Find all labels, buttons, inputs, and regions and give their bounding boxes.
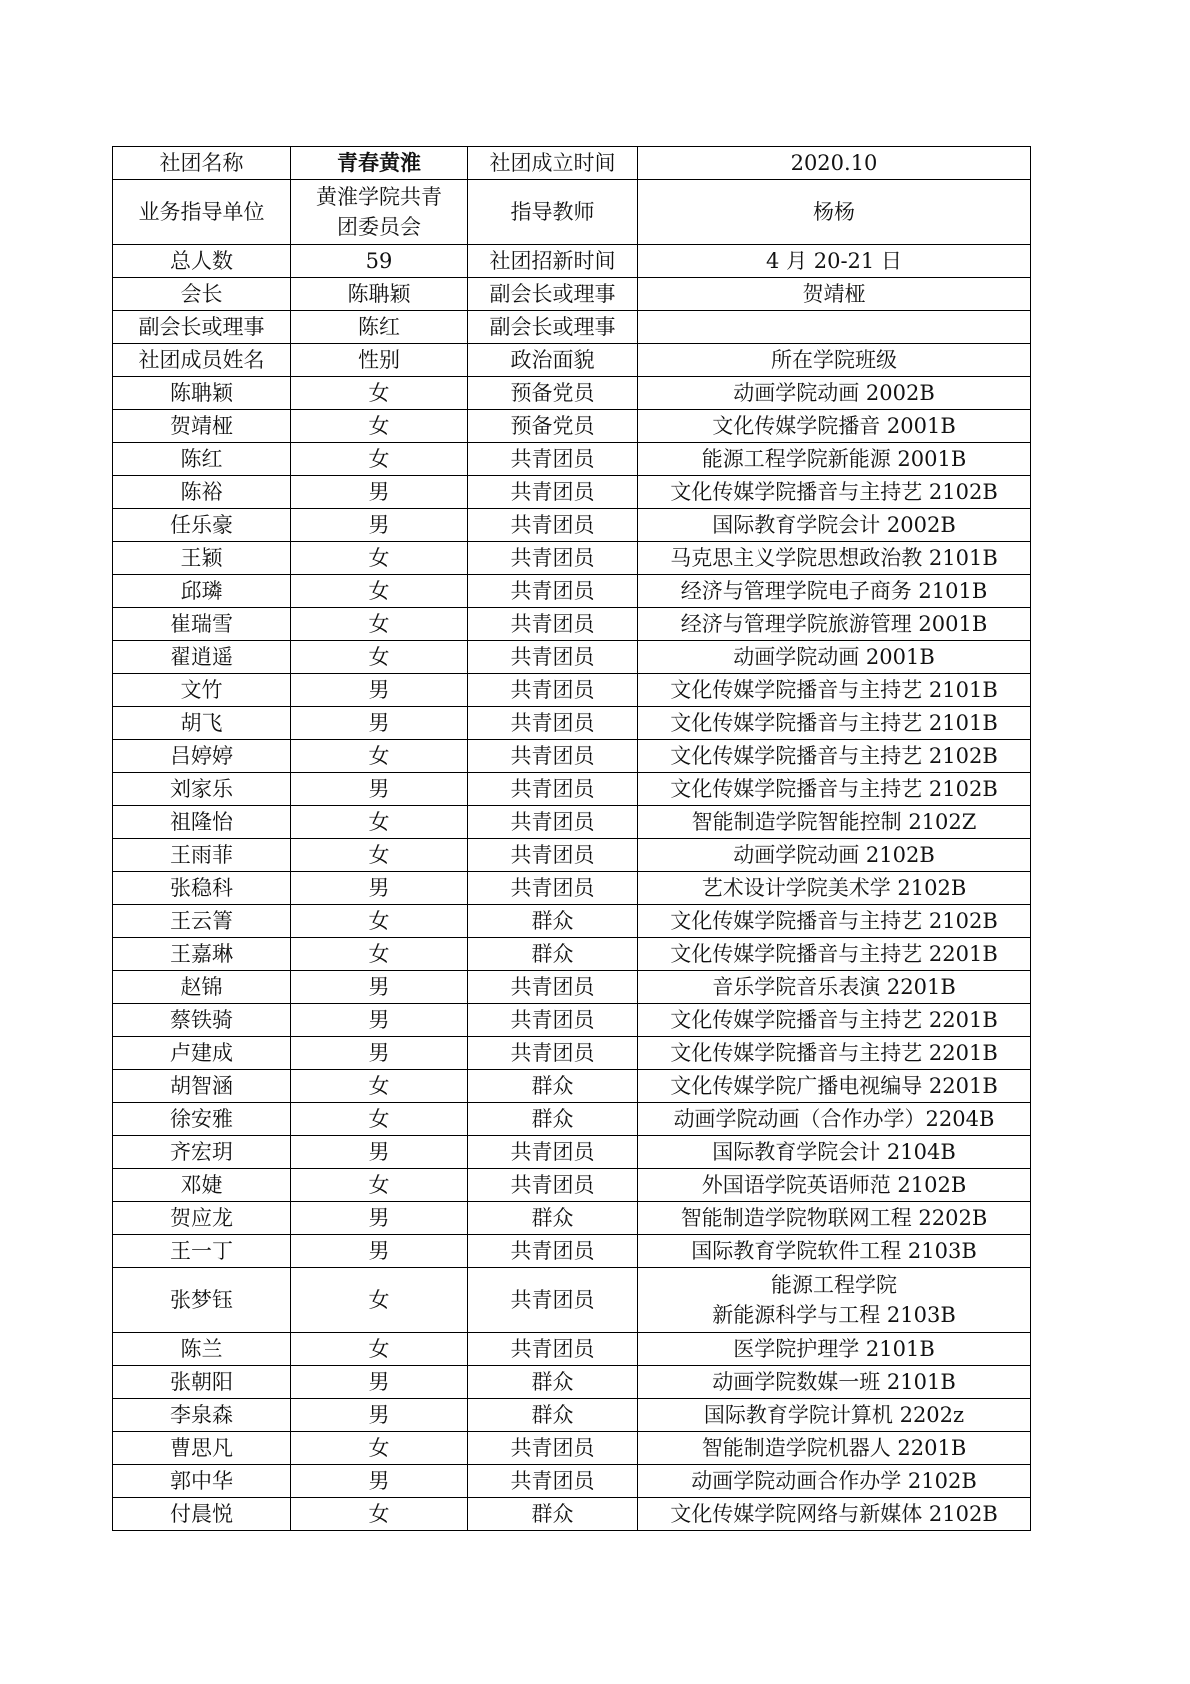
vice-president-label-a: 副会长或理事 — [468, 278, 638, 311]
member-row — [113, 509, 1031, 542]
member-gender: 男 — [291, 509, 468, 542]
member-name: 陈裕 — [113, 476, 291, 509]
member-gender: 男 — [291, 1235, 468, 1268]
member-political-status: 共青团员 — [468, 1235, 638, 1268]
column-header-class: 所在学院班级 — [638, 344, 1031, 377]
member-college-class: 文化传媒学院播音与主持艺 2201B — [638, 1037, 1031, 1070]
member-row — [113, 1268, 1031, 1333]
member-name: 王颖 — [113, 542, 291, 575]
member-name: 卢建成 — [113, 1037, 291, 1070]
member-gender: 男 — [291, 971, 468, 1004]
member-row — [113, 410, 1031, 443]
member-college-class: 文化传媒学院播音与主持艺 2101B — [638, 707, 1031, 740]
column-header-row — [113, 344, 1031, 377]
member-college-class: 文化传媒学院播音与主持艺 2102B — [638, 773, 1031, 806]
member-row — [113, 1103, 1031, 1136]
club-name-value: 青春黄淮 — [291, 147, 468, 180]
vice-president-label-c: 副会长或理事 — [468, 311, 638, 344]
member-political-status: 共青团员 — [468, 1268, 638, 1333]
member-college-class: 国际教育学院会计 2002B — [638, 509, 1031, 542]
member-gender: 男 — [291, 1399, 468, 1432]
member-college-class: 音乐学院音乐表演 2201B — [638, 971, 1031, 1004]
member-row — [113, 641, 1031, 674]
member-gender: 男 — [291, 872, 468, 905]
member-college-class: 文化传媒学院播音与主持艺 2102B — [638, 476, 1031, 509]
recruit-value: 4 月 20-21 日 — [638, 245, 1031, 278]
member-row — [113, 674, 1031, 707]
member-college-class: 能源工程学院新能源 2001B — [638, 443, 1031, 476]
member-name: 王云箐 — [113, 905, 291, 938]
member-political-status: 共青团员 — [468, 476, 638, 509]
member-row — [113, 707, 1031, 740]
member-college-class: 国际教育学院会计 2104B — [638, 1136, 1031, 1169]
member-row — [113, 806, 1031, 839]
member-name: 付晨悦 — [113, 1498, 291, 1531]
member-gender: 女 — [291, 542, 468, 575]
column-header-gender: 性别 — [291, 344, 468, 377]
member-name: 赵锦 — [113, 971, 291, 1004]
member-gender: 女 — [291, 1268, 468, 1333]
member-college-class: 文化传媒学院播音 2001B — [638, 410, 1031, 443]
member-political-status: 群众 — [468, 938, 638, 971]
member-row — [113, 443, 1031, 476]
member-political-status: 共青团员 — [468, 872, 638, 905]
founded-value: 2020.10 — [638, 147, 1031, 180]
member-row — [113, 1070, 1031, 1103]
member-gender: 女 — [291, 740, 468, 773]
member-row — [113, 971, 1031, 1004]
member-college-class: 动画学院动画 2001B — [638, 641, 1031, 674]
member-gender: 男 — [291, 1037, 468, 1070]
member-row — [113, 575, 1031, 608]
member-row — [113, 872, 1031, 905]
member-college-class: 文化传媒学院播音与主持艺 2101B — [638, 674, 1031, 707]
president-label: 会长 — [113, 278, 291, 311]
member-political-status: 共青团员 — [468, 575, 638, 608]
member-row — [113, 839, 1031, 872]
member-name: 祖隆怡 — [113, 806, 291, 839]
member-college-class: 国际教育学院软件工程 2103B — [638, 1235, 1031, 1268]
member-gender: 女 — [291, 1498, 468, 1531]
member-name: 胡智涵 — [113, 1070, 291, 1103]
member-row — [113, 1004, 1031, 1037]
supervisor-line-2: 团委员会 — [337, 215, 421, 239]
member-name: 郭中华 — [113, 1465, 291, 1498]
member-gender: 女 — [291, 641, 468, 674]
member-college-class: 经济与管理学院电子商务 2101B — [638, 575, 1031, 608]
member-name: 张梦钰 — [113, 1268, 291, 1333]
member-name: 邱璘 — [113, 575, 291, 608]
member-row — [113, 1169, 1031, 1202]
member-political-status: 群众 — [468, 905, 638, 938]
member-college-class: 文化传媒学院播音与主持艺 2201B — [638, 938, 1031, 971]
member-political-status: 共青团员 — [468, 971, 638, 1004]
member-name: 邓婕 — [113, 1169, 291, 1202]
member-name: 蔡铁骑 — [113, 1004, 291, 1037]
header-row-club — [113, 147, 1031, 180]
member-name: 贺靖桠 — [113, 410, 291, 443]
member-college-class: 外国语学院英语师范 2102B — [638, 1169, 1031, 1202]
member-college-class: 智能制造学院机器人 2201B — [638, 1432, 1031, 1465]
member-name: 王嘉琳 — [113, 938, 291, 971]
vice-president-value-a: 贺靖桠 — [638, 278, 1031, 311]
member-political-status: 共青团员 — [468, 443, 638, 476]
advisor-label: 指导教师 — [468, 180, 638, 245]
member-row — [113, 1235, 1031, 1268]
supervisor-line-1: 黄淮学院共青 — [316, 185, 442, 209]
member-gender: 女 — [291, 377, 468, 410]
president-value: 陈聃颖 — [291, 278, 468, 311]
member-political-status: 预备党员 — [468, 410, 638, 443]
member-college-class: 动画学院动画合作办学 2102B — [638, 1465, 1031, 1498]
column-header-name: 社团成员姓名 — [113, 344, 291, 377]
member-political-status: 共青团员 — [468, 1333, 638, 1366]
member-political-status: 共青团员 — [468, 509, 638, 542]
member-gender: 男 — [291, 773, 468, 806]
member-row — [113, 1399, 1031, 1432]
member-gender: 女 — [291, 608, 468, 641]
member-political-status: 群众 — [468, 1103, 638, 1136]
member-gender: 男 — [291, 1202, 468, 1235]
header-row-vice — [113, 311, 1031, 344]
member-gender: 男 — [291, 1465, 468, 1498]
member-college-class: 文化传媒学院播音与主持艺 2102B — [638, 905, 1031, 938]
member-name: 张朝阳 — [113, 1366, 291, 1399]
roster-body — [113, 147, 1031, 1531]
member-name: 齐宏玥 — [113, 1136, 291, 1169]
member-row — [113, 905, 1031, 938]
supervisor-value — [291, 180, 468, 245]
member-college-class: 智能制造学院智能控制 2102Z — [638, 806, 1031, 839]
member-name: 贺应龙 — [113, 1202, 291, 1235]
header-row-total — [113, 245, 1031, 278]
column-header-status: 政治面貌 — [468, 344, 638, 377]
member-name: 王雨菲 — [113, 839, 291, 872]
member-college-class: 医学院护理学 2101B — [638, 1333, 1031, 1366]
member-political-status: 共青团员 — [468, 773, 638, 806]
member-name: 张稳科 — [113, 872, 291, 905]
member-political-status: 共青团员 — [468, 1004, 638, 1037]
member-name: 陈红 — [113, 443, 291, 476]
member-political-status: 共青团员 — [468, 806, 638, 839]
member-college-class: 经济与管理学院旅游管理 2001B — [638, 608, 1031, 641]
member-gender: 女 — [291, 1070, 468, 1103]
member-name: 曹思凡 — [113, 1432, 291, 1465]
member-college-class: 文化传媒学院播音与主持艺 2201B — [638, 1004, 1031, 1037]
member-college-class: 文化传媒学院播音与主持艺 2102B — [638, 740, 1031, 773]
member-college-class: 艺术设计学院美术学 2102B — [638, 872, 1031, 905]
member-row — [113, 1498, 1031, 1531]
member-political-status: 群众 — [468, 1498, 638, 1531]
advisor-value: 杨杨 — [638, 180, 1031, 245]
member-name: 李泉森 — [113, 1399, 291, 1432]
member-gender: 女 — [291, 410, 468, 443]
member-college-class: 动画学院动画 2102B — [638, 839, 1031, 872]
member-political-status: 共青团员 — [468, 608, 638, 641]
member-row — [113, 740, 1031, 773]
header-row-president — [113, 278, 1031, 311]
member-political-status: 共青团员 — [468, 707, 638, 740]
vice-president-label-b: 副会长或理事 — [113, 311, 291, 344]
member-gender: 女 — [291, 443, 468, 476]
member-college-class: 智能制造学院物联网工程 2202B — [638, 1202, 1031, 1235]
member-gender: 女 — [291, 1169, 468, 1202]
member-gender: 男 — [291, 674, 468, 707]
member-political-status: 群众 — [468, 1366, 638, 1399]
member-gender: 女 — [291, 575, 468, 608]
member-college-class: 文化传媒学院网络与新媒体 2102B — [638, 1498, 1031, 1531]
member-name: 陈聃颖 — [113, 377, 291, 410]
member-row — [113, 1037, 1031, 1070]
member-college-class-line-2: 新能源科学与工程 2103B — [712, 1303, 956, 1327]
member-gender: 女 — [291, 1432, 468, 1465]
member-gender: 女 — [291, 1103, 468, 1136]
member-name: 吕婷婷 — [113, 740, 291, 773]
club-name-label: 社团名称 — [113, 147, 291, 180]
member-college-class: 文化传媒学院广播电视编导 2201B — [638, 1070, 1031, 1103]
member-row — [113, 1202, 1031, 1235]
member-college-class-line-1: 能源工程学院 — [771, 1273, 897, 1297]
member-gender: 女 — [291, 938, 468, 971]
member-row — [113, 1333, 1031, 1366]
member-row — [113, 1136, 1031, 1169]
member-name: 王一丁 — [113, 1235, 291, 1268]
member-college-class — [638, 1268, 1031, 1333]
member-row — [113, 476, 1031, 509]
founded-label: 社团成立时间 — [468, 147, 638, 180]
member-row — [113, 377, 1031, 410]
member-college-class: 动画学院数媒一班 2101B — [638, 1366, 1031, 1399]
member-gender: 女 — [291, 839, 468, 872]
member-name: 胡飞 — [113, 707, 291, 740]
supervisor-label: 业务指导单位 — [113, 180, 291, 245]
member-college-class: 动画学院动画（合作办学）2204B — [638, 1103, 1031, 1136]
member-college-class: 动画学院动画 2002B — [638, 377, 1031, 410]
member-row — [113, 608, 1031, 641]
vice-president-value-b: 陈红 — [291, 311, 468, 344]
member-row — [113, 773, 1031, 806]
member-political-status: 共青团员 — [468, 740, 638, 773]
member-name: 任乐豪 — [113, 509, 291, 542]
member-political-status: 共青团员 — [468, 1037, 638, 1070]
member-row — [113, 938, 1031, 971]
member-political-status: 共青团员 — [468, 1432, 638, 1465]
member-row — [113, 1432, 1031, 1465]
member-political-status: 共青团员 — [468, 542, 638, 575]
vice-president-value-c — [638, 311, 1031, 344]
member-political-status: 共青团员 — [468, 1169, 638, 1202]
member-political-status: 共青团员 — [468, 641, 638, 674]
total-value: 59 — [291, 245, 468, 278]
header-row-supervisor — [113, 180, 1031, 245]
total-label: 总人数 — [113, 245, 291, 278]
recruit-label: 社团招新时间 — [468, 245, 638, 278]
member-political-status: 共青团员 — [468, 1136, 638, 1169]
member-row — [113, 1465, 1031, 1498]
member-political-status: 群众 — [468, 1202, 638, 1235]
member-gender: 男 — [291, 707, 468, 740]
member-name: 翟逍遥 — [113, 641, 291, 674]
member-gender: 女 — [291, 905, 468, 938]
member-gender: 男 — [291, 476, 468, 509]
member-row — [113, 1366, 1031, 1399]
member-row — [113, 542, 1031, 575]
member-college-class: 马克思主义学院思想政治教 2101B — [638, 542, 1031, 575]
member-political-status: 群众 — [468, 1070, 638, 1103]
member-political-status: 群众 — [468, 1399, 638, 1432]
member-gender: 女 — [291, 1333, 468, 1366]
member-political-status: 共青团员 — [468, 674, 638, 707]
member-gender: 女 — [291, 806, 468, 839]
member-political-status: 预备党员 — [468, 377, 638, 410]
club-roster-table — [112, 146, 1031, 1531]
member-gender: 男 — [291, 1136, 468, 1169]
member-name: 文竹 — [113, 674, 291, 707]
member-gender: 男 — [291, 1366, 468, 1399]
member-political-status: 共青团员 — [468, 1465, 638, 1498]
member-name: 崔瑞雪 — [113, 608, 291, 641]
member-name: 刘家乐 — [113, 773, 291, 806]
member-name: 徐安雅 — [113, 1103, 291, 1136]
member-gender: 男 — [291, 1004, 468, 1037]
member-name: 陈兰 — [113, 1333, 291, 1366]
member-college-class: 国际教育学院计算机 2202z — [638, 1399, 1031, 1432]
member-political-status: 共青团员 — [468, 839, 638, 872]
